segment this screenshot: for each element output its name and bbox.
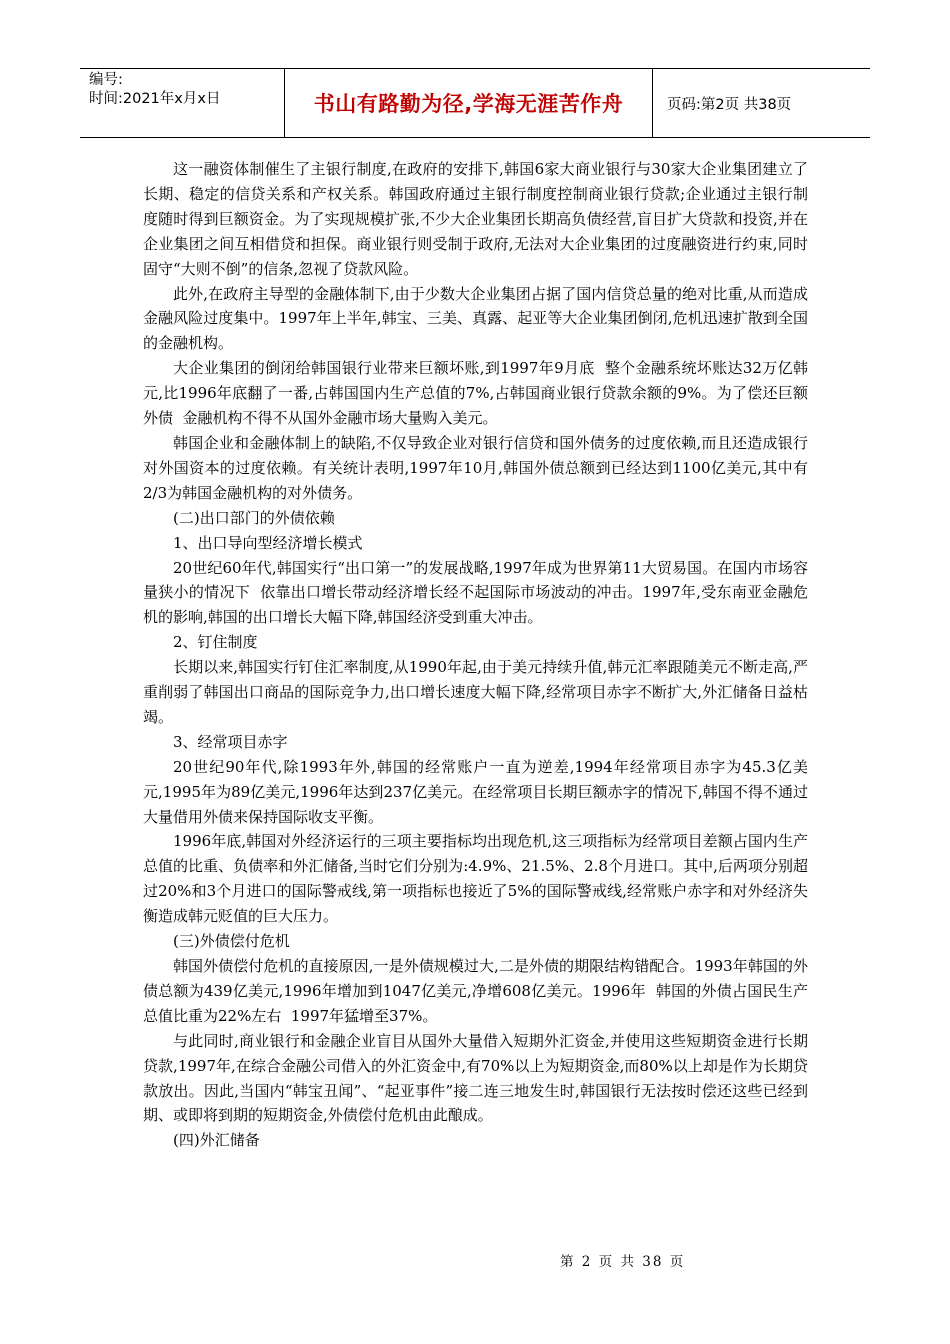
paragraph: 韩国外债偿付危机的直接原因,一是外债规模过大,二是外债的期限结构错配合。1993年韩国的外债总额为439亿美元,1996年增加到1047亿美元,净增608亿美元。1996年 韩国的外债占国民生产总值比重为22%左右 1997年猛增至37%。	[143, 957, 808, 1025]
paragraph: 大企业集团的倒闭给韩国银行业带来巨额坏账,到1997年9月底 整个金融系统坏账达32万亿韩元,比1996年底翻了一番,占韩国国内生产总值的7%,占韩国商业银行贷款余额的9%。为了偿还巨额外债 金融机构不得不从国外金融市场大量购入美元。	[143, 359, 808, 428]
document-number-label: 编号:	[89, 72, 123, 88]
section-heading: (二)出口部门的外债依赖	[173, 508, 335, 527]
paragraph: 此外,在政府主导型的金融体制下,由于少数大企业集团占据了国内信贷总量的绝对比重,从而造成金融风险过度集中。1997年上半年,韩宝、三美、真露、起亚等大企业集团倒闭,危机迅速扩散到全国的金融机构。	[143, 284, 808, 353]
page-header	[80, 68, 870, 138]
paragraph: 20世纪90年代,除1993年外,韩国的经常账户一直为逆差,1994年经常项目赤字为45.3亿美元,1995年为89亿美元,1996年达到237亿美元。在经常项目长期巨额赤字的情况下,韩国不得不通过大量借用外债来保持国际收支平衡。	[143, 757, 808, 826]
subsection-heading: 3、经常项目赤字	[173, 732, 288, 751]
paragraph: 20世纪60年代,韩国实行“出口第一”的发展战略,1997年成为世界第11大贸易国。在国内市场容量狭小的情况下 依靠出口增长带动经济增长经不起国际市场波动的冲击。1997年,受东南亚金融危机的影响,韩国的出口增长大幅下降,韩国经济受到重大冲击。	[143, 558, 808, 627]
subsection-heading: 2、钉住制度	[173, 633, 258, 652]
document-date: 时间:2021年x月x日	[89, 91, 221, 107]
section-heading: (四)外汇储备	[173, 1131, 260, 1150]
paragraph: 韩国企业和金融体制上的缺陷,不仅导致企业对银行信贷和国外债务的过度依赖,而且还造成银行对外国资本的过度依赖。有关统计表明,1997年10月,韩国外债总额到已经达到1100亿美元,其中有2/3为韩国金融机构的对外债务。	[143, 433, 808, 502]
document-body	[143, 157, 808, 1153]
subsection-heading: 1、出口导向型经济增长模式	[173, 533, 363, 552]
page-footer: 第 2 页 共 38 页	[560, 1254, 686, 1270]
section-heading: (三)外债偿付危机	[173, 932, 290, 951]
paragraph: 1996年底,韩国对外经济运行的三项主要指标均出现危机,这三项指标为经常项目差额占国内生产总值的比重、负债率和外汇储备,当时它们分别为:4.9%、21.5%、2.8个月进口。其中,后两项分别超过20%和3个月进口的国际警戒线,第一项指标也接近了5%的国际警戒线,经常账户赤字和对外经济失衡造成韩元贬值的巨大压力。	[143, 832, 808, 926]
paragraph: 与此同时,商业银行和金融企业盲目从国外大量借入短期外汇资金,并使用这些短期资金进行长期贷款,1997年,在综合金融公司借入的外汇资金中,有70%以上为短期资金,而80%以上却是作为长期贷款放出。因此,当国内“韩宝丑闻”、“起亚事件”接二连三地发生时,韩国银行无法按时偿还这些已经到期、或即将到期的短期资金,外债偿付危机由此酿成。	[143, 1031, 808, 1125]
paragraph: 这一融资体制催生了主银行制度,在政府的安排下,韩国6家大商业银行与30家大企业集团建立了长期、稳定的信贷关系和产权关系。韩国政府通过主银行制度控制商业银行贷款;企业通过主银行制度随时得到巨额资金。为了实现规模扩张,不少大企业集团长期高负债经营,盲目扩大贷款和投资,并在企业集团之间互相借贷和担保。商业银行则受制于政府,无法对大企业集团的过度融资进行约束,同时固守“大则不倒”的信条,忽视了贷款风险。	[143, 160, 808, 278]
paragraph: 长期以来,韩国实行钉住汇率制度,从1990年起,由于美元持续升值,韩元汇率跟随美元不断走高,严重削弱了韩国出口商品的国际竞争力,出口增长速度大幅下降,经常项目赤字不断扩大,外汇储备日益枯竭。	[143, 658, 808, 726]
header-motto: 书山有路勤为径,学海无涯苦作舟	[285, 69, 653, 137]
header-page-info: 页码:第2页 共38页	[667, 96, 792, 113]
header-meta	[80, 69, 285, 137]
